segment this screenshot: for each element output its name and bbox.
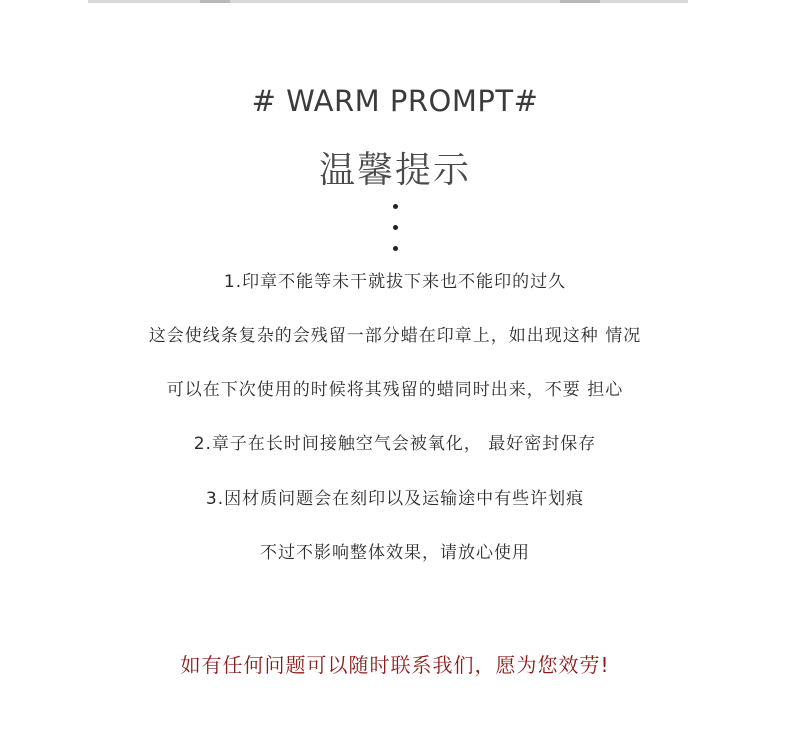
tip-line-1: 1.印章不能等未干就拔下来也不能印的过久 <box>223 272 567 292</box>
dot <box>393 225 398 230</box>
top-divider <box>0 0 790 4</box>
tip-line-4: 2.章子在长时间接触空气会被氧化， 最好密封保存 <box>193 434 597 454</box>
dots-separator <box>393 204 401 267</box>
tip-line-2: 这会使线条复杂的会残留一部分蜡在印章上，如出现这种 情况 <box>148 326 642 346</box>
tip-line-6: 不过不影响整体效果，请放心使用 <box>260 543 530 563</box>
tip-line-3: 可以在下次使用的时候将其残留的蜡同时出来，不要 担心 <box>166 380 624 400</box>
tip-line-5: 3.因材质问题会在刻印以及运输途中有些许划痕 <box>205 489 585 509</box>
dot <box>393 204 398 209</box>
heading-english: # WARM PROMPT# <box>251 84 539 118</box>
dot <box>393 246 398 251</box>
divider-accent-right <box>560 0 600 3</box>
heading-chinese: 温馨提示 <box>318 150 471 191</box>
contact-message: 如有任何问题可以随时联系我们，愿为您效劳! <box>180 653 610 677</box>
divider-accent-left <box>200 0 230 3</box>
